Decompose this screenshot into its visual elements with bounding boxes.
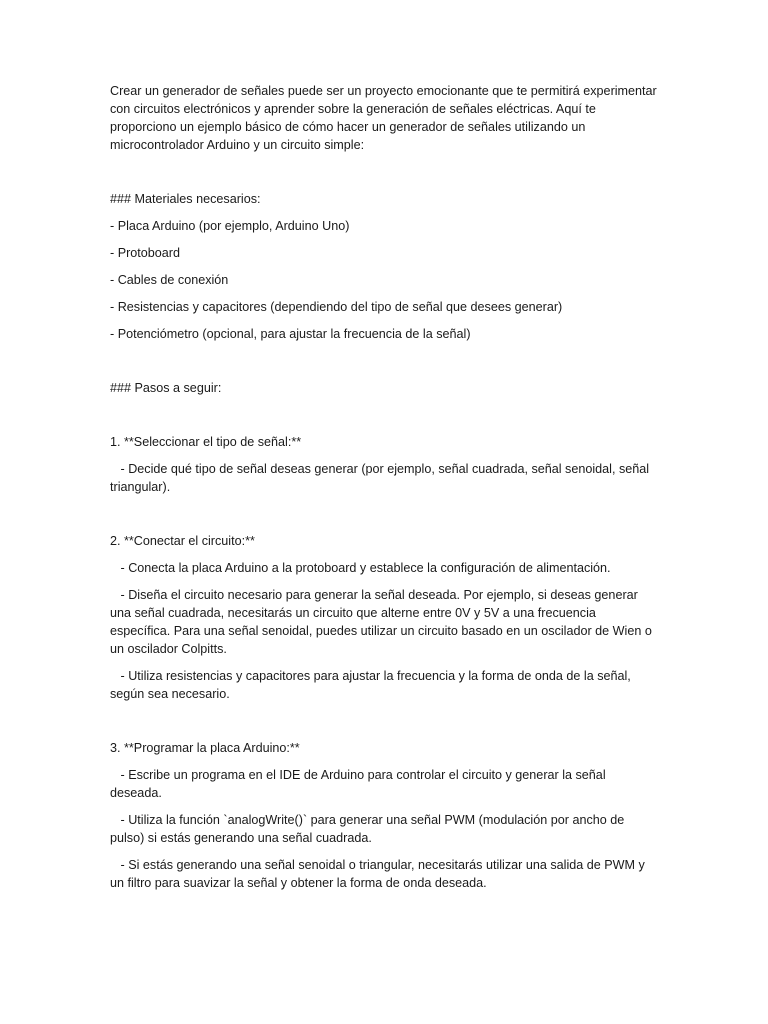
step-subitem: - Decide qué tipo de señal deseas generar (por ejemplo, señal cuadrada, señal senoidal, señal triangular).: [110, 462, 653, 494]
materials-item: - Protoboard: [110, 246, 181, 260]
step-subitem: - Utiliza la función `analogWrite()` para generar una señal PWM (modulación por ancho de pulso) si estás generando una señal cuadrada.: [110, 813, 628, 845]
step-title: 2. **Conectar el circuito:**: [110, 534, 255, 548]
step-title: 3. **Programar la placa Arduino:**: [110, 741, 300, 755]
document-page: [110, 82, 661, 901]
materials-heading: ### Materiales necesarios:: [110, 192, 261, 206]
step-subitem: - Diseña el circuito necesario para generar la señal deseada. Por ejemplo, si deseas generar una señal cuadrada, necesitarás un circuito que alterne entre 0V y 5V a una frecuencia específica. Para una señal senoidal, puedes utilizar un circuito basado en un oscilador de Wien o un oscilador Colpitts.: [110, 588, 656, 656]
materials-item: - Cables de conexión: [110, 273, 229, 287]
step-title: 1. **Seleccionar el tipo de señal:**: [110, 435, 302, 449]
steps-heading: ### Pasos a seguir:: [110, 381, 222, 395]
materials-item: - Resistencias y capacitores (dependiendo del tipo de señal que desees generar): [110, 300, 563, 314]
step-subitem: - Conecta la placa Arduino a la protoboard y establece la configuración de alimentación.: [110, 561, 611, 575]
step-subitem: - Utiliza resistencias y capacitores para ajustar la frecuencia y la forma de onda de la señal, según sea necesario.: [110, 669, 635, 701]
materials-item: - Placa Arduino (por ejemplo, Arduino Uno): [110, 219, 350, 233]
step-subitem: - Escribe un programa en el IDE de Arduino para controlar el circuito y generar la señal deseada.: [110, 768, 610, 800]
intro-paragraph: Crear un generador de señales puede ser un proyecto emocionante que te permitirá experimentar con circuitos electrónicos y aprender sobre la generación de señales eléctricas. Aquí te proporciono un ejemplo básico de cómo hacer un generador de señales utilizando un microcontrolador Arduino y un circuito simple:: [110, 84, 661, 152]
materials-item: - Potenciómetro (opcional, para ajustar la frecuencia de la señal): [110, 327, 471, 341]
step-subitem: - Si estás generando una señal senoidal o triangular, necesitarás utilizar una salida de PWM y un filtro para suavizar la señal y obtener la forma de onda deseada.: [110, 858, 649, 890]
